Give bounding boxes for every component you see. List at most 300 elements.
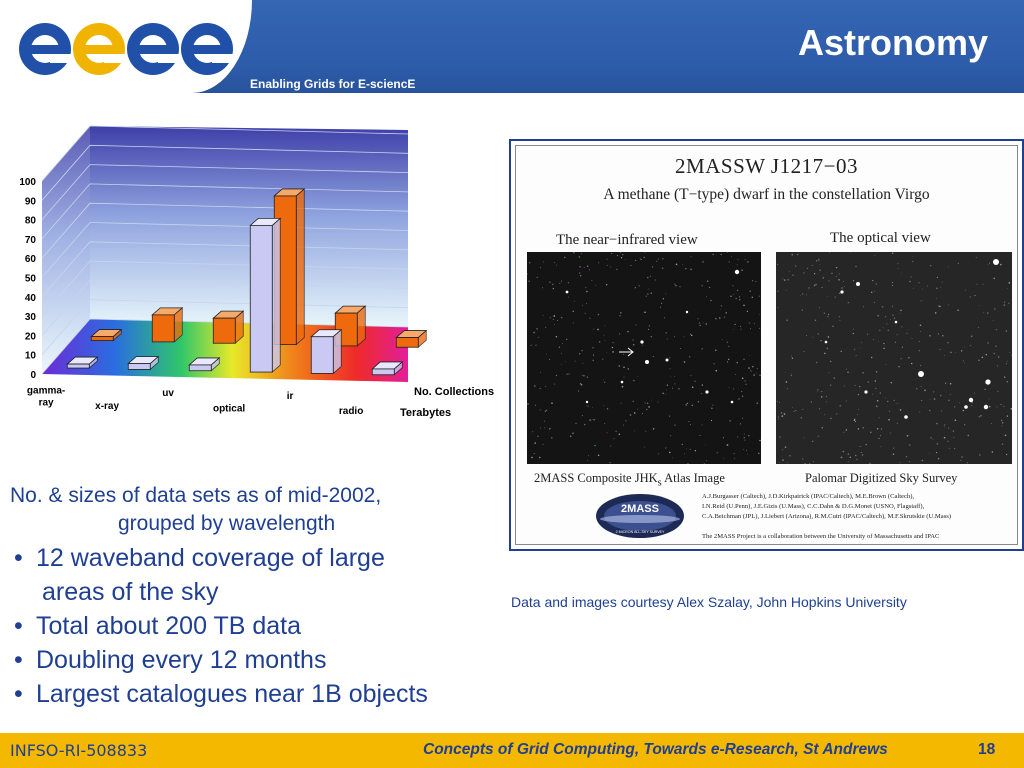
faint-star: [646, 409, 647, 410]
faint-star: [1000, 404, 1001, 405]
faint-star: [876, 406, 877, 407]
faint-star: [920, 331, 921, 332]
faint-star: [689, 356, 690, 357]
faint-star: [857, 414, 858, 415]
faint-star: [568, 297, 569, 298]
faint-star: [733, 388, 734, 389]
faint-star: [991, 423, 992, 424]
chart-series-labels: [400, 386, 494, 419]
faint-star: [592, 347, 593, 348]
faint-star: [826, 401, 827, 402]
faint-star: [539, 388, 540, 389]
faint-star: [897, 334, 898, 335]
faint-star: [1004, 377, 1005, 378]
faint-star: [752, 366, 753, 367]
faint-star: [607, 408, 608, 409]
faint-star: [812, 265, 813, 266]
faint-star: [549, 281, 550, 282]
bar-gamma-ray-front: [67, 364, 89, 368]
faint-star: [940, 395, 942, 397]
faint-star: [1004, 302, 1005, 303]
faint-star: [604, 382, 605, 383]
faint-star: [622, 254, 623, 255]
faint-star: [997, 365, 998, 366]
faint-star: [893, 448, 894, 449]
faint-star: [737, 436, 738, 437]
faint-star: [701, 348, 703, 350]
faint-star: [791, 356, 792, 357]
faint-star: [919, 341, 920, 342]
faint-star: [744, 440, 745, 441]
bar-x-ray: [152, 308, 182, 342]
faint-star: [545, 411, 546, 412]
faint-star: [1006, 363, 1007, 364]
bright-star: [856, 282, 860, 286]
bullet-item: [14, 609, 514, 643]
2mass-logo: [594, 492, 686, 540]
2mass-badge-text: 2MASS: [621, 503, 659, 515]
x-tick-label: ir: [286, 390, 294, 402]
faint-star: [582, 350, 583, 351]
faint-star: [561, 281, 562, 282]
faint-star: [604, 335, 605, 336]
faint-star: [729, 261, 730, 262]
faint-star: [858, 394, 860, 396]
faint-star: [678, 265, 679, 266]
faint-star: [1007, 361, 1008, 362]
bar-optical-front: [250, 225, 272, 372]
faint-star: [841, 287, 842, 288]
faint-star: [531, 457, 533, 459]
faint-star: [979, 416, 980, 417]
faint-star: [667, 384, 668, 385]
faint-star: [897, 423, 898, 424]
faint-star: [882, 306, 884, 308]
faint-star: [818, 391, 819, 392]
faint-star: [682, 444, 683, 445]
faint-star: [649, 325, 650, 326]
faint-star: [587, 376, 588, 377]
bar-ir-side: [333, 330, 341, 374]
faint-star: [579, 353, 581, 355]
faint-star: [588, 455, 589, 456]
faint-star: [613, 342, 614, 343]
faint-star: [922, 460, 924, 462]
faint-star: [599, 341, 601, 343]
faint-star: [893, 453, 894, 454]
bullet-text-continued: areas of the sky: [42, 578, 219, 606]
faint-star: [606, 284, 607, 285]
faint-star: [645, 402, 646, 403]
faint-star: [782, 449, 783, 450]
faint-star: [674, 383, 675, 384]
faint-star: [624, 377, 625, 378]
faint-star: [823, 277, 825, 279]
faint-star: [853, 280, 854, 281]
faint-star: [831, 273, 832, 274]
faint-star: [670, 435, 671, 436]
faint-star: [777, 264, 778, 265]
faint-star: [909, 461, 910, 462]
faint-star: [895, 342, 896, 343]
faint-star: [690, 334, 691, 335]
faint-star: [838, 279, 840, 281]
faint-star: [722, 339, 723, 340]
faint-star: [876, 283, 877, 284]
faint-star: [728, 359, 729, 360]
faint-star: [650, 276, 651, 277]
bright-star: [964, 405, 968, 409]
faint-star: [871, 357, 872, 358]
faint-star: [865, 444, 867, 446]
faint-star: [757, 368, 758, 369]
faint-star: [881, 428, 882, 429]
faint-star: [662, 267, 663, 268]
bright-star: [586, 401, 588, 403]
faint-star: [584, 267, 585, 268]
faint-star: [824, 414, 825, 415]
faint-star: [705, 323, 707, 325]
faint-star: [620, 312, 622, 314]
faint-star: [855, 421, 856, 422]
faint-star: [786, 290, 787, 291]
faint-star: [821, 391, 822, 392]
faint-star: [779, 436, 781, 438]
faint-star: [940, 287, 941, 288]
faint-star: [623, 425, 624, 426]
faint-star: [540, 267, 541, 268]
x-tick-label: gamma-: [26, 385, 66, 397]
faint-star: [684, 361, 686, 363]
faint-star: [735, 298, 737, 300]
faint-star: [974, 295, 976, 297]
faint-star: [997, 391, 998, 392]
faint-star: [621, 257, 622, 258]
faint-star: [734, 324, 735, 325]
faint-star: [701, 393, 702, 394]
bar-ir-side: [357, 306, 365, 346]
faint-star: [534, 385, 536, 387]
faint-star: [1011, 355, 1012, 356]
faint-star: [605, 325, 606, 326]
faint-star: [918, 282, 919, 283]
faint-star: [611, 253, 612, 254]
faint-star: [651, 292, 653, 294]
faint-star: [669, 357, 670, 358]
faint-star: [750, 370, 751, 371]
faint-star: [961, 456, 963, 458]
faint-star: [848, 302, 850, 304]
faint-star: [778, 307, 779, 308]
faint-star: [545, 386, 546, 387]
faint-star: [930, 437, 932, 439]
figure-title: 2MASSW J1217−03: [675, 154, 858, 178]
faint-star: [979, 454, 981, 456]
faint-star: [873, 339, 874, 340]
faint-star: [843, 281, 844, 282]
faint-star: [828, 314, 829, 315]
faint-star: [854, 349, 855, 350]
faint-star: [549, 428, 551, 430]
faint-star: [612, 347, 613, 348]
faint-star: [564, 257, 566, 259]
faint-star: [898, 268, 899, 269]
faint-star: [921, 400, 922, 401]
faint-star: [940, 349, 941, 350]
faint-star: [818, 260, 819, 261]
faint-star: [648, 329, 649, 330]
faint-star: [877, 400, 879, 402]
faint-star: [814, 285, 816, 287]
faint-star: [830, 361, 832, 363]
faint-star: [934, 398, 936, 400]
faint-star: [554, 324, 555, 325]
faint-star: [647, 293, 649, 295]
faint-star: [529, 262, 530, 263]
faint-star: [821, 396, 823, 398]
faint-star: [883, 348, 884, 349]
faint-star: [759, 375, 761, 377]
faint-star: [553, 315, 555, 317]
faint-star: [994, 308, 995, 309]
faint-star: [971, 405, 972, 406]
faint-star: [584, 424, 585, 425]
faint-star: [781, 412, 783, 414]
faint-star: [901, 326, 902, 327]
faint-star: [989, 263, 990, 264]
faint-star: [1003, 304, 1005, 306]
faint-star: [846, 429, 848, 431]
faint-star: [745, 259, 746, 260]
faint-star: [583, 363, 584, 364]
faint-star: [861, 342, 862, 343]
nir-caption-text: 2MASS Composite JHK: [534, 471, 658, 485]
faint-star: [583, 375, 585, 377]
bright-star: [904, 415, 908, 419]
faint-star: [913, 256, 914, 257]
faint-star: [674, 336, 675, 337]
faint-star: [818, 258, 819, 259]
faint-star: [656, 261, 657, 262]
faint-star: [635, 260, 636, 261]
faint-star: [872, 280, 873, 281]
faint-star: [614, 438, 615, 439]
faint-star: [674, 376, 675, 377]
faint-star: [616, 269, 617, 270]
faint-star: [963, 410, 964, 411]
faint-star: [633, 401, 634, 402]
faint-star: [546, 410, 547, 411]
faint-star: [628, 369, 629, 370]
faint-star: [752, 280, 753, 281]
faint-star: [711, 407, 713, 409]
faint-star: [653, 428, 655, 430]
faint-star: [964, 362, 965, 363]
faint-star: [660, 307, 661, 308]
faint-star: [691, 256, 692, 257]
faint-star: [959, 403, 960, 404]
faint-star: [719, 317, 720, 318]
faint-star: [812, 441, 813, 442]
faint-star: [754, 323, 755, 324]
bright-star: [731, 401, 734, 404]
faint-star: [527, 273, 528, 274]
optical-sky-image: [776, 252, 1012, 464]
y-tick-label: 30: [24, 312, 36, 324]
faint-star: [756, 402, 758, 404]
faint-star: [670, 368, 671, 369]
faint-star: [582, 375, 583, 376]
faint-star: [884, 345, 885, 346]
faint-star: [749, 355, 750, 356]
faint-star: [900, 313, 901, 314]
faint-star: [818, 333, 819, 334]
faint-star: [639, 285, 640, 286]
faint-star: [819, 264, 820, 265]
faint-star: [1009, 352, 1010, 353]
faint-star: [871, 292, 872, 293]
faint-star: [778, 419, 779, 420]
faint-star: [802, 293, 803, 294]
faint-star: [826, 396, 827, 397]
faint-star: [561, 317, 563, 319]
faint-star: [758, 452, 760, 454]
faint-star: [821, 287, 822, 288]
faint-star: [781, 415, 783, 417]
faint-star: [580, 275, 581, 276]
faint-star: [795, 265, 796, 266]
faint-star: [552, 284, 554, 286]
faint-star: [569, 374, 570, 375]
faint-star: [804, 351, 805, 352]
faint-star: [737, 264, 738, 265]
faint-star: [617, 255, 618, 256]
faint-star: [578, 390, 579, 391]
faint-star: [651, 336, 653, 338]
faint-star: [950, 383, 952, 385]
faint-star: [653, 356, 654, 357]
intro-line-1: No. & sizes of data sets as of mid-2002,: [10, 484, 382, 507]
bright-star: [918, 371, 924, 377]
faint-star: [540, 372, 541, 373]
faint-star: [1002, 443, 1004, 445]
faint-star: [728, 346, 729, 347]
faint-star: [690, 449, 691, 450]
faint-star: [897, 403, 898, 404]
faint-star: [803, 272, 804, 273]
faint-star: [894, 317, 896, 319]
faint-star: [787, 462, 788, 463]
faint-star: [944, 426, 945, 427]
faint-star: [836, 413, 837, 414]
faint-star: [858, 409, 859, 410]
faint-star: [909, 445, 910, 446]
y-tick-label: 80: [24, 215, 36, 227]
bar-radio-front: [372, 369, 394, 375]
faint-star: [751, 371, 752, 372]
faint-star: [752, 297, 753, 298]
faint-star: [850, 252, 851, 253]
faint-star: [879, 417, 880, 418]
bullet-item: [14, 541, 514, 609]
y-tick-label: 20: [24, 331, 36, 343]
faint-star: [1007, 415, 1008, 416]
faint-star: [737, 290, 738, 291]
bright-star: [705, 390, 708, 393]
faint-star: [840, 456, 842, 458]
faint-star: [887, 401, 888, 402]
faint-star: [892, 315, 893, 316]
faint-star: [672, 458, 673, 459]
faint-star: [557, 320, 558, 321]
faint-star: [674, 424, 675, 425]
faint-star: [804, 437, 805, 438]
faint-star: [606, 432, 607, 433]
faint-star: [870, 463, 871, 464]
faint-star: [534, 453, 535, 454]
series-label-terabytes: Terabytes: [400, 407, 452, 419]
faint-star: [662, 393, 663, 394]
faint-star: [635, 287, 636, 288]
faint-star: [527, 403, 529, 405]
faint-star: [530, 345, 531, 346]
faint-star: [861, 452, 862, 453]
faint-star: [574, 301, 575, 302]
faint-star: [839, 405, 841, 407]
faint-star: [748, 435, 749, 436]
faint-star: [589, 269, 590, 270]
faint-star: [996, 406, 997, 407]
bar-optical: [250, 218, 280, 372]
faint-star: [744, 437, 745, 438]
faint-star: [667, 338, 668, 339]
faint-star: [607, 352, 608, 353]
faint-star: [1003, 406, 1004, 407]
faint-star: [877, 315, 879, 317]
faint-star: [833, 377, 835, 379]
faint-star: [974, 393, 975, 394]
faint-star: [846, 369, 847, 370]
credit-line: [702, 522, 1014, 532]
faint-star: [603, 405, 604, 406]
figure-credits: [702, 492, 1014, 542]
faint-star: [786, 319, 788, 321]
faint-star: [533, 332, 535, 334]
faint-star: [878, 341, 879, 342]
faint-star: [575, 361, 576, 362]
faint-star: [948, 427, 949, 428]
faint-star: [886, 364, 887, 365]
faint-star: [633, 339, 634, 340]
2mass-ring-text: 2 MICRON ALL-SKY SURVEY: [615, 530, 665, 534]
figure-subtitle: A methane (T−type) dwarf in the constellation Virgo: [603, 186, 930, 203]
faint-star: [625, 420, 626, 421]
faint-star: [830, 418, 832, 420]
faint-star: [543, 315, 544, 316]
faint-star: [859, 348, 860, 349]
faint-star: [676, 263, 678, 265]
faint-star: [712, 405, 713, 406]
faint-star: [792, 358, 793, 359]
faint-star: [746, 450, 747, 451]
faint-star: [881, 446, 882, 447]
faint-star: [919, 350, 920, 351]
faint-star: [733, 294, 734, 295]
faint-star: [856, 459, 857, 460]
faint-star: [610, 267, 611, 268]
faint-star: [791, 375, 792, 376]
faint-star: [858, 428, 860, 430]
